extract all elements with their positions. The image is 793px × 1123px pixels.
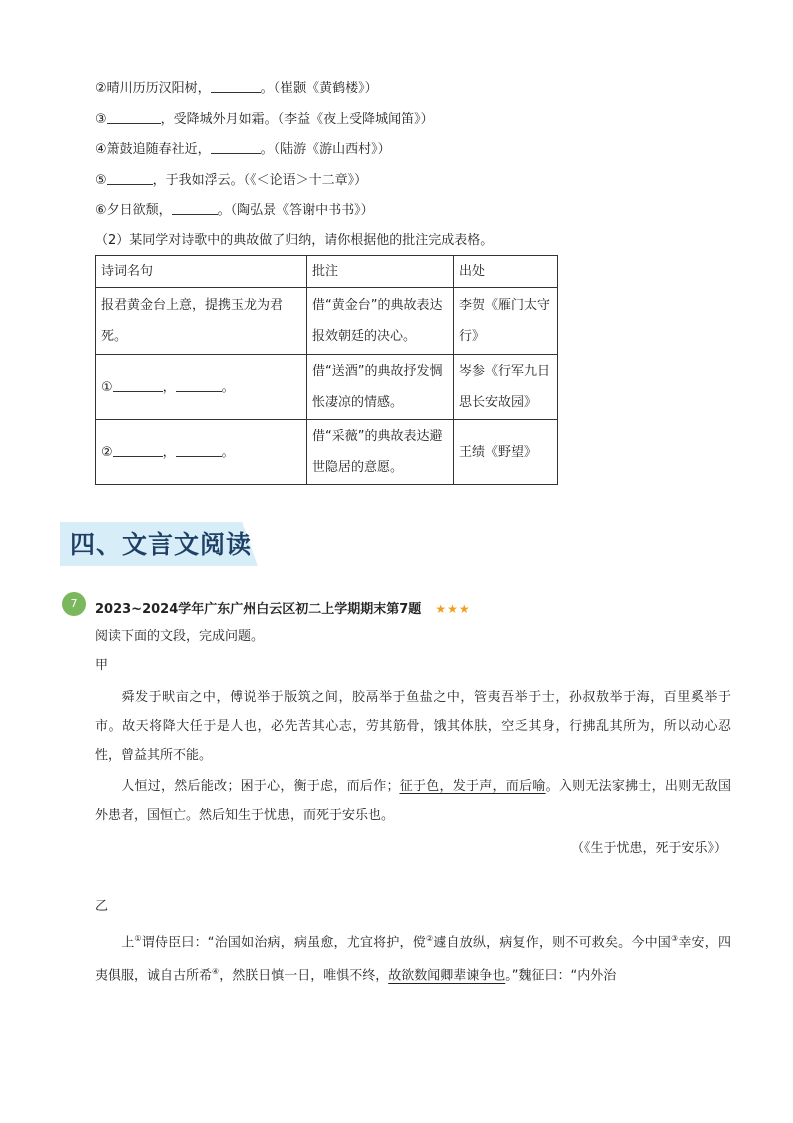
table-cell-note: 借“黄金台”的典故表达报效朝廷的决心。 <box>307 288 454 355</box>
question-instruction: 阅读下面的文段，完成问题。 <box>95 629 265 644</box>
table-cell-verse: 报君黄金台上意，提携玉龙为君死。 <box>96 288 307 355</box>
footnote-mark: ① <box>134 934 142 943</box>
answer-blank[interactable] <box>107 111 161 124</box>
answer-blank[interactable] <box>113 379 163 392</box>
table-header: 诗词名句 <box>96 256 307 288</box>
footnote-mark: ② <box>425 934 434 943</box>
answer-blank[interactable] <box>172 202 218 215</box>
footnote-mark: ④ <box>212 967 220 977</box>
table-cell-note: 借“送酒”的典故抒发惆怅凄凉的情感。 <box>307 355 454 420</box>
passage-jia-source: （《生于忧患，死于安乐》） <box>570 841 727 856</box>
table-header: 批注 <box>307 256 454 288</box>
table-cell-verse: ① ， 。 <box>96 355 307 420</box>
sub-question-2: （2）某同学对诗歌中的典故做了归纳，请你根据他的批注完成表格。 <box>95 233 494 248</box>
section-title: 四、文言文阅读 <box>70 530 253 559</box>
difficulty-stars: ★★★ <box>435 602 471 616</box>
fill-line-3: ③ ，受降城外月如霜。（李益《夜上受降城闻笛》） <box>95 112 434 127</box>
question-source: 2023~2024学年广东广州白云区初二上学期期末第7题 ★★★ <box>95 602 471 617</box>
answer-blank[interactable] <box>113 444 163 457</box>
passage-yi-p1: 上①谓侍臣曰：“治国如治病，病虽愈，尤宜将护，傥②遽自放纵，病复作，则不可救矣。今中国③幸安，四夷俱服，诚自古所希④，然朕日慎一日，唯惧不终，故欲数闻卿辈谏争也。”魏征曰：“内外治 <box>95 934 731 984</box>
answer-blank[interactable] <box>107 172 153 185</box>
fill-line-2: ②晴川历历汉阳树， 。（崔颢《黄鹤楼》） <box>95 81 378 96</box>
answer-blank[interactable] <box>176 379 222 392</box>
table-row <box>96 288 558 355</box>
underlined-sentence: 故欲数闻卿辈谏争也 <box>388 968 506 984</box>
fill-line-6: ⑥夕日欲颓， 。（陶弘景《答谢中书书》） <box>95 203 374 218</box>
passage-jia-p1: 舜发于畎亩之中，傅说举于版筑之间，胶鬲举于鱼盐之中，管夷吾举于士，孙叔敖举于海，百里奚举于市。故天将降大任于是人也，必先苦其心志，劳其筋骨，饿其体肤，空乏其身，行拂乱其所为，所以动心忍性，曾益其所不能。 <box>95 690 731 763</box>
table-cell-verse: ② ， 。 <box>96 420 307 485</box>
answer-blank[interactable] <box>211 80 261 93</box>
allusion-table <box>95 255 558 485</box>
footnote-mark: ③ <box>670 934 679 943</box>
table-cell-note: 借“采薇”的典故表达避世隐居的意愿。 <box>307 420 454 485</box>
question-number-badge: 7 <box>62 592 86 616</box>
table-row <box>96 355 558 420</box>
table-cell-source: 王绩《野望》 <box>454 420 558 485</box>
fill-line-5: ⑤ ，于我如浮云。（《＜论语＞十二章》） <box>95 173 368 188</box>
text-label-jia: 甲 <box>95 658 109 673</box>
fill-line-4: ④箫鼓追随春社近， 。（陆游《游山西村》） <box>95 142 391 157</box>
table-cell-source: 李贺《雁门太守行》 <box>454 288 558 355</box>
table-header: 出处 <box>454 256 558 288</box>
underlined-sentence: 征于色，发于声，而后喻 <box>399 779 546 794</box>
passage-jia-p2: 人恒过，然后能改；困于心，衡于虑，而后作；征于色，发于声，而后喻。入则无法家拂士，出则无敌国外患者，国恒亡。然后知生于忧患，而死于安乐也。 <box>95 779 731 823</box>
table-row <box>96 420 558 485</box>
answer-blank[interactable] <box>211 141 261 154</box>
answer-blank[interactable] <box>176 444 222 457</box>
table-cell-source: 岑参《行军九日思长安故园》 <box>454 355 558 420</box>
text-label-yi: 乙 <box>95 899 109 914</box>
table-header-row <box>96 256 558 288</box>
